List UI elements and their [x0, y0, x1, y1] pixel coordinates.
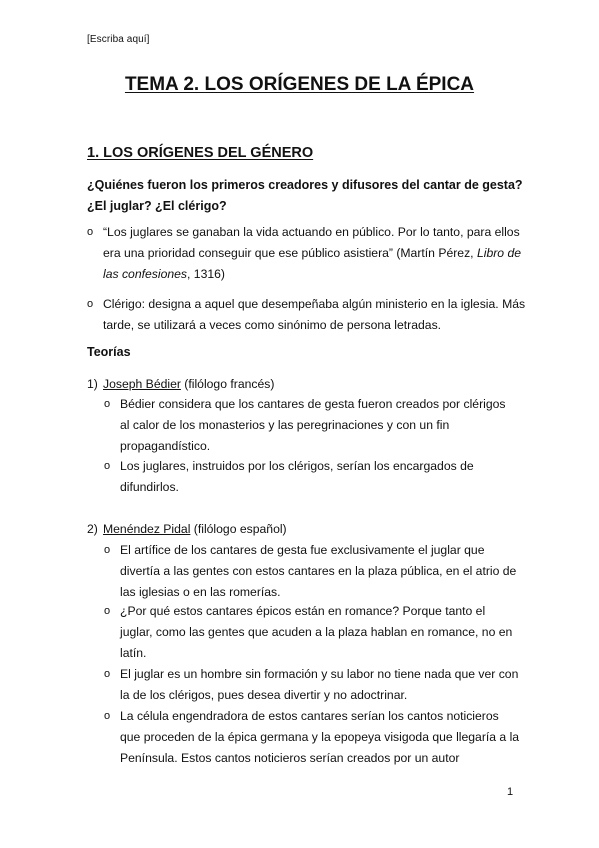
definition-clerigo [87, 294, 527, 336]
theory-point [104, 601, 524, 664]
theory-author-note: (filólogo francés) [180, 377, 275, 391]
header-placeholder[interactable]: [Escriba aquí] [87, 34, 150, 45]
point-text: Bédier considera que los cantares de gesta fueron creados por clérigos al calor de los monasterios y las peregrinaciones y con un fin propagandístico. [120, 397, 506, 453]
theory-title [103, 519, 287, 540]
point-text: ¿Por qué estos cantares épicos están en romance? Porque tanto el juglar, como las gentes que acuden a la plaza hablan en romance, no en latín. [120, 604, 513, 660]
theory-point [104, 540, 524, 603]
point-text: La célula engendradora de estos cantares serían los cantos noticieros que proceden de la épica germana y la epopeya visigoda que llegaría a la Península. Estos cantos noticieros serían creados por un autor [120, 709, 520, 765]
theory-point [104, 394, 524, 457]
theory-author: Joseph Bédier [103, 377, 181, 391]
definition-text [103, 222, 527, 285]
bullet-marker: o [87, 298, 94, 310]
point-text: Los juglares, instruidos por los clérigos, serían los encargados de difundirlos. [120, 459, 474, 494]
theory-number: 1) [87, 377, 98, 391]
page-number: 1 [507, 786, 514, 798]
theory-bedier [87, 374, 527, 395]
theories-heading: Teorías [87, 345, 131, 359]
section-heading: 1. LOS ORÍGENES DEL GÉNERO [87, 145, 314, 161]
theory-title [103, 374, 274, 395]
document-title: TEMA 2. LOS ORÍGENES DE LA ÉPICA [124, 74, 475, 95]
theory-point [104, 456, 524, 498]
bullet-marker: o [87, 226, 94, 238]
theory-number: 2) [87, 522, 98, 536]
bullet-marker: o [104, 605, 111, 617]
definition-text-start: “Los juglares se ganaban la vida actuando en público. Por lo tanto, para ellos era una prioridad conseguir que ese público asistiera” (Martín Pérez, [103, 225, 520, 260]
definition-juglar [87, 222, 527, 285]
theory-author: Menéndez Pidal [103, 522, 191, 536]
definition-text-end: , 1316) [187, 267, 225, 281]
theory-pidal [87, 519, 527, 540]
bullet-marker: o [104, 544, 111, 556]
theory-point [104, 664, 524, 706]
theory-author-note: (filólogo español) [190, 522, 287, 536]
point-text: El artífice de los cantares de gesta fue exclusivamente el juglar que divertía a las gentes con estos cantares en la plaza pública, en el atrio de las iglesias o en las romerías. [120, 543, 517, 599]
bullet-marker: o [104, 398, 111, 410]
definition-text: Clérigo: designa a aquel que desempeñaba algún ministerio en la iglesia. Más tarde, se utilizará a veces como sinónimo de persona letradas. [103, 297, 526, 332]
point-text: El juglar es un hombre sin formación y su labor no tiene nada que ver con la de los clérigos, pues desea divertir y no adoctrinar. [120, 667, 519, 702]
bullet-marker: o [104, 460, 111, 472]
bullet-marker: o [104, 710, 111, 722]
theory-point [104, 706, 524, 769]
guiding-question: ¿Quiénes fueron los primeros creadores y difusores del cantar de gesta? ¿El juglar? ¿El clérigo? [87, 178, 523, 213]
bullet-marker: o [104, 668, 111, 680]
book-title: Libro de las confesiones [103, 246, 521, 281]
